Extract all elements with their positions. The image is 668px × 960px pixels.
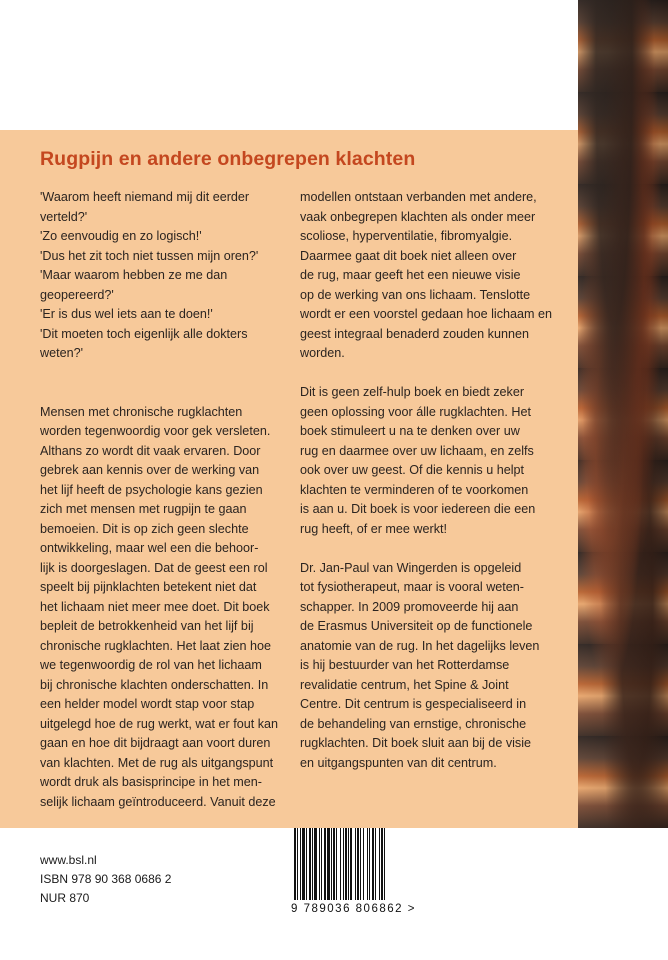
- quote-line: 'Waarom heeft niemand mij dit eerder: [40, 190, 250, 204]
- text-line: Daarmee gaat dit boek niet alleen over: [300, 248, 517, 263]
- isbn-text: ISBN 978 90 368 0686 2: [40, 872, 172, 886]
- text-line: van klachten. Met de rug als uitgangspunt: [40, 755, 274, 770]
- text-line: het lijf heeft de psychologie kans gezien: [40, 482, 263, 497]
- right-column: [300, 188, 570, 773]
- barcode-icon: [290, 828, 430, 902]
- quote-line: 'Er is dus wel iets aan te doen!': [40, 307, 213, 321]
- left-column: [40, 188, 292, 812]
- quote-line: 'Dit moeten toch eigenlijk alle dokters: [40, 326, 248, 341]
- text-line: gebrek aan kennis over de werking van: [40, 463, 260, 477]
- text-line: gaan en hoe dit bijdraagt aan voort duren: [40, 736, 271, 750]
- quote-line: 'Maar waarom hebben ze me dan: [40, 268, 228, 282]
- text-line: de rug, maar geeft het een nieuwe visie: [300, 268, 521, 282]
- text-line: bij chronische klachten onderschatten. In: [40, 677, 269, 692]
- text-line: boek stimuleert u na te denken over uw: [300, 424, 520, 438]
- text-line: speelt bij pijnklachten betekent niet dat: [40, 580, 257, 594]
- text-line: ontwikkeling, maar wel een die behoor-: [40, 541, 259, 555]
- quotes-block: [40, 188, 292, 364]
- text-line: anatomie van de rug. In het dagelijks leven: [300, 638, 540, 653]
- spacer: [300, 539, 570, 559]
- spacer: [40, 364, 292, 384]
- top-white-band: [0, 0, 668, 130]
- text-line: chronische rugklachten. Het laat zien hoe: [40, 638, 272, 653]
- cover-photo-strip: [578, 0, 668, 840]
- text-line: worden tegenwoordig voor gek versleten.: [40, 424, 271, 438]
- text-line: lijk is doorgeslagen. Dat de geest een rol: [40, 560, 268, 575]
- book-title: Rugpijn en andere onbegrepen klachten: [40, 148, 416, 170]
- paragraph-author: [300, 559, 570, 774]
- text-line: bemoeien. Dit is op zich geen slechte: [40, 521, 249, 536]
- text-line: Centre. Dit centrum is gespecialiseerd in: [300, 697, 527, 711]
- quote-line: geopereerd?': [40, 287, 114, 302]
- text-line: scoliose, hyperventilatie, fibromyalgie.: [300, 229, 513, 243]
- text-line: geest integraal benaderd zouden kunnen: [300, 326, 529, 341]
- barcode-number: 9 789036 806862 >: [291, 903, 416, 915]
- publisher-info: [40, 851, 171, 908]
- spacer: [40, 383, 292, 403]
- quote-line: verteld?': [40, 209, 88, 224]
- intro-paragraph: [40, 403, 292, 813]
- text-line: zich met mensen met rugpijn te gaan: [40, 502, 247, 516]
- text-line: de Erasmus Universiteit op de functionele: [300, 619, 533, 633]
- text-line: is aan u. Dit boek is voor iedereen die een: [300, 502, 536, 516]
- text-line: rugklachten. Dit boek sluit aan bij de visie: [300, 736, 532, 750]
- text-line: wordt druk als basisprincipe in het men-: [40, 775, 262, 789]
- spacer: [300, 364, 570, 384]
- text-line: rug heeft, of er mee werkt!: [300, 521, 447, 536]
- text-line: Dr. Jan-Paul van Wingerden is opgeleid: [300, 560, 522, 575]
- text-line: wordt er een voorstel gedaan hoe lichaam en: [300, 307, 553, 321]
- text-line: ook over uw geest. Of die kennis u helpt: [300, 463, 525, 477]
- text-line: Mensen met chronische rugklachten: [40, 404, 243, 419]
- nur-code: NUR 870: [40, 891, 90, 905]
- text-line: is hij bestuurder van het Rotterdamse: [300, 658, 510, 672]
- text-line: op de werking van ons lichaam. Tenslotte: [300, 287, 531, 302]
- text-line: Dit is geen zelf-hulp boek en biedt zeker: [300, 385, 525, 399]
- text-line: vaak onbegrepen klachten als onder meer: [300, 209, 536, 224]
- text-line: een helder model wordt stap voor stap: [40, 697, 255, 711]
- text-line: rug en daarmee over uw lichaam, en zelfs: [300, 443, 534, 458]
- paragraph-models: [300, 188, 570, 364]
- text-line: klachten te verminderen of te voorkomen: [300, 482, 529, 497]
- text-line: selijk lichaam geïntroduceerd. Vanuit deze: [40, 794, 276, 809]
- paragraph-self-help: [300, 383, 570, 539]
- quote-line: 'Dus het zit toch niet tussen mijn oren?': [40, 248, 259, 263]
- text-line: het lichaam niet meer mee doet. Dit boek: [40, 599, 270, 614]
- text-line: geen oplossing voor álle rugklachten. Het: [300, 404, 532, 419]
- text-line: worden.: [300, 346, 345, 360]
- quote-line: weten?': [40, 346, 84, 360]
- text-line: Althans zo wordt dit vaak ervaren. Door: [40, 443, 261, 458]
- text-line: tot fysiotherapeut, maar is vooral weten-: [300, 580, 524, 594]
- text-line: schapper. In 2009 promoveerde hij aan: [300, 599, 519, 614]
- text-line: bepleit de betrokkenheid van het lijf bij: [40, 619, 254, 633]
- text-line: en uitgangspunten van dit centrum.: [300, 755, 497, 770]
- text-line: revalidatie centrum, het Spine & Joint: [300, 677, 509, 692]
- text-line: we tegenwoordig de rol van het lichaam: [40, 658, 262, 672]
- quote-line: 'Zo eenvoudig en zo logisch!': [40, 229, 202, 243]
- text-line: de behandeling van ernstige, chronische: [300, 716, 527, 731]
- text-line: modellen ontstaan verbanden met andere,: [300, 190, 537, 204]
- publisher-website[interactable]: www.bsl.nl: [40, 853, 97, 867]
- text-line: uitgelegd hoe de rug werkt, wat er fout kan: [40, 716, 279, 731]
